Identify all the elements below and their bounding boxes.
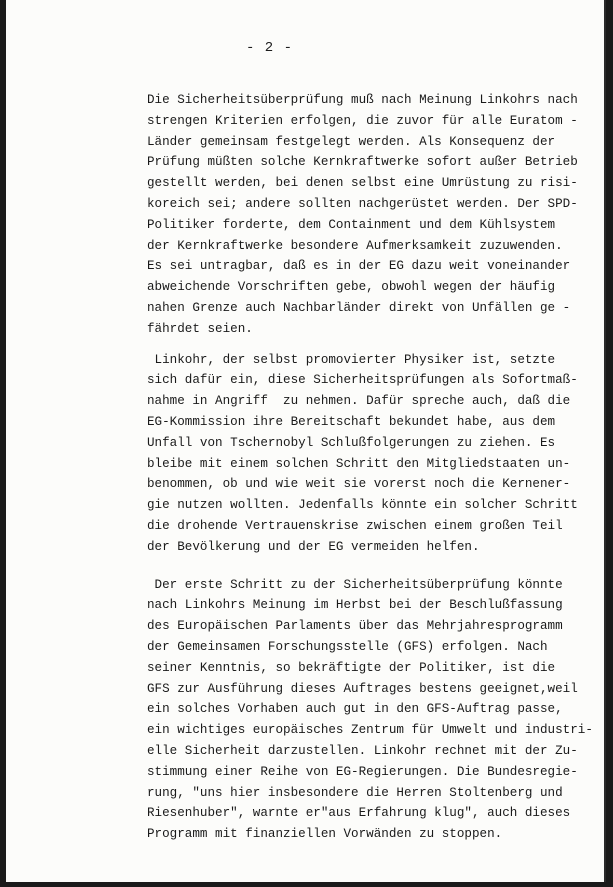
text-line: sich dafür ein, diese Sicherheitsprüfungen als Sofortmaß- (147, 373, 578, 388)
text-line: bleibe mit einem solchen Schritt den Mitgliedstaaten un- (147, 456, 571, 471)
paragraph-1 (147, 90, 587, 340)
paragraph-gap (147, 340, 587, 350)
text-line: der Bevölkerung und der EG vermeiden helfen. (147, 539, 480, 554)
text-line: Länder gemeinsam festgelegt werden. Als Konsequenz der (147, 134, 556, 149)
text-line: Politiker forderte, dem Containment und dem Kühlsystem (147, 217, 556, 232)
text-line: Der erste Schritt zu der Sicherheitsüberprüfung könnte (147, 577, 563, 592)
text-line: Die Sicherheitsüberprüfung muß nach Meinung Linkohrs nach (147, 93, 578, 107)
paragraph-3 (147, 575, 593, 845)
text-line: nahme in Angriff zu nehmen. Dafür spreche auch, daß die (147, 394, 571, 409)
text-line: Programm mit finanziellen Vorwänden zu stoppen. (147, 827, 503, 842)
text-line: ein solches Vorhaben auch gut in den GFS-Auftrag passe, (147, 702, 563, 717)
text-line: der Kernkraftwerke besondere Aufmerksamkeit zuzuwenden. (147, 238, 563, 253)
text-line: rung, "uns hier insbesondere die Herren Stoltenberg und (147, 785, 563, 800)
text-line: Prüfung müßten solche Kernkraftwerke sofort außer Betrieb (147, 155, 578, 170)
text-line: die drohende Vertrauenskrise zwischen einem großen Teil (147, 518, 563, 533)
text-line: des Europäischen Parlaments über das Mehrjahresprogramm (147, 619, 563, 634)
paragraph-2 (147, 350, 587, 558)
text-line: abweichende Vorschriften gebe, obwohl wegen der häufig (147, 280, 556, 295)
text-line: stimmung einer Reihe von EG-Regierungen. Die Bundesregie- (147, 764, 578, 779)
text-line: strengen Kriterien erfolgen, die zuvor für alle Euratom - (147, 113, 578, 128)
text-line: seiner Kenntnis, so bekräftigte der Politiker, ist die (147, 660, 556, 675)
document-page (6, 0, 606, 882)
text-line: GFS zur Ausführung dieses Auftrages bestens geeignet,weil (147, 681, 578, 696)
text-line: Unfall von Tschernobyl Schlußfolgerungen zu ziehen. Es (147, 435, 556, 450)
text-line: benommen, ob und wie weit sie vorerst noch die Kernener- (147, 477, 571, 492)
text-line: Linkohr, der selbst promovierter Physiker ist, setzte (147, 352, 556, 367)
text-line: gie nutzen wollten. Jedenfalls könnte ein solcher Schritt (147, 498, 578, 513)
text-line: ein wichtiges europäisches Zentrum für Umwelt und industri- (147, 723, 593, 738)
text-line: nach Linkohrs Meinung im Herbst bei der Beschlußfassung (147, 598, 563, 613)
text-line: fährdet seien. (147, 321, 253, 336)
paragraph-gap (147, 558, 587, 575)
text-line: nahen Grenze auch Nachbarländer direkt von Unfällen ge - (147, 300, 571, 315)
text-line: Es sei untragbar, daß es in der EG dazu weit voneinander (147, 259, 571, 274)
text-line: EG-Kommission ihre Bereitschaft bekundet habe, aus dem (147, 414, 556, 429)
text-line: elle Sicherheit darzustellen. Linkohr rechnet mit der Zu- (147, 743, 578, 758)
text-line: gestellt werden, bei denen selbst eine Umrüstung zu risi- (147, 176, 578, 191)
document-body (147, 90, 593, 845)
text-line: Riesenhuber", warnte er"aus Erfahrung klug", auch dieses (147, 806, 571, 821)
text-line: koreich sei; andere sollten nachgerüstet werden. Der SPD- (147, 196, 578, 211)
text-line: der Gemeinsamen Forschungsstelle (GFS) erfolgen. Nach (147, 639, 548, 654)
page-number: - 2 - (246, 40, 294, 56)
